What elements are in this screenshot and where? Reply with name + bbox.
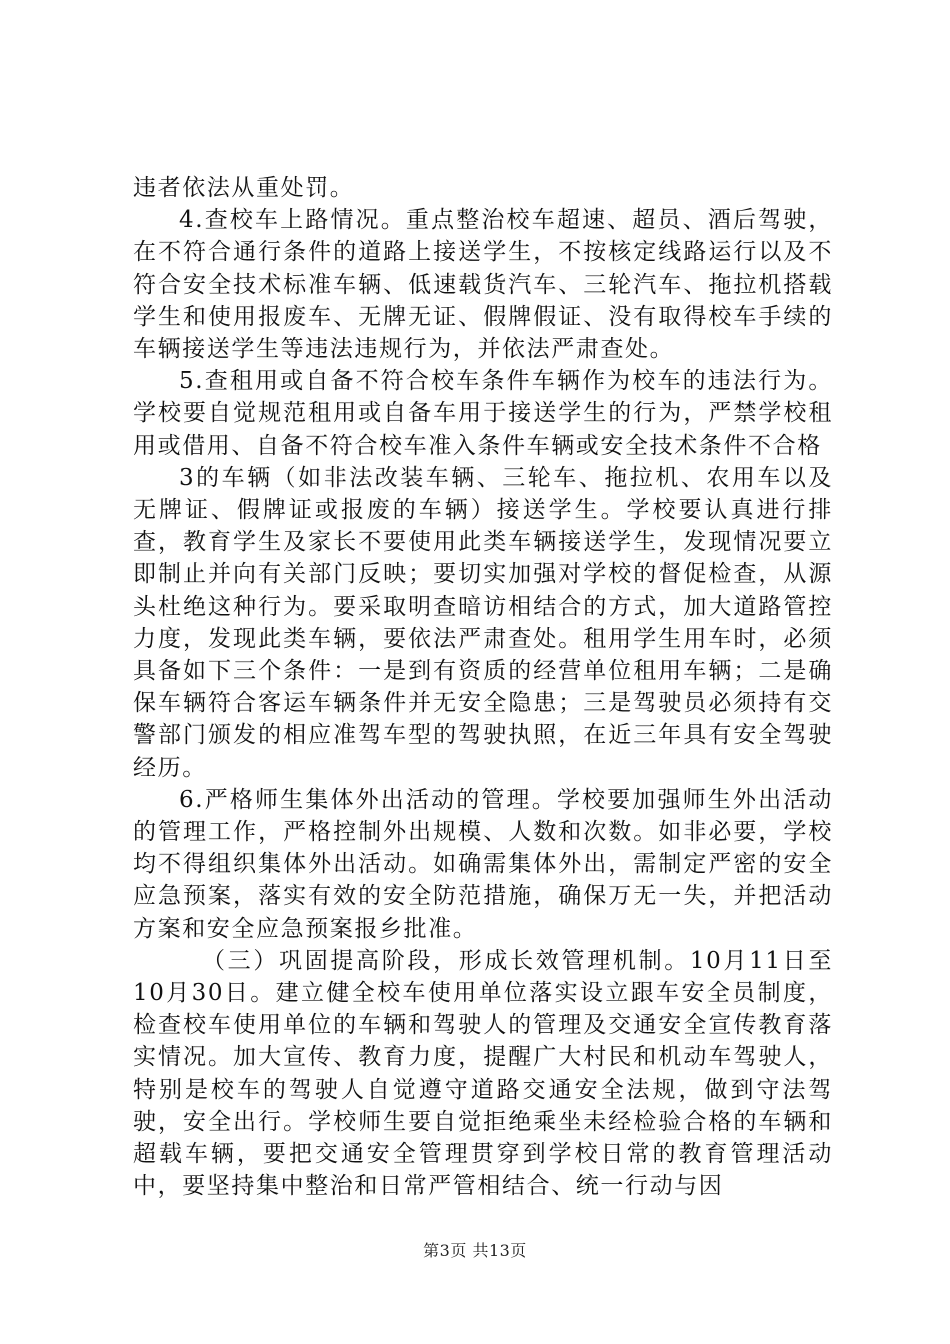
paragraph-item-6: 6.严格师生集体外出活动的管理。学校要加强师生外出活动的管理工作，严格控制外出规模、人数和次数。如非必要，学校均不得组织集体外出活动。如确需集体外出，需制定严密的安全应急预案，落实有效的安全防范措施，确保万无一失，并把活动方案和安全应急预案报乡批准。 [133,786,833,942]
paragraph-item-4: 4.查校车上路情况。重点整治校车超速、超员、酒后驾驶，在不符合通行条件的道路上接送学生，不按核定线路运行以及不符合安全技术标准车辆、低速载货汽车、三轮汽车、拖拉机搭载学生和使用报废车、无牌无证、假牌假证、没有取得校车手续的车辆接送学生等违法违规行为，并依法严肃查处。 [133,207,833,363]
paragraph-continuation: 违者依法从重处罚。 [133,175,355,201]
paragraph-item-5: 5.查租用或自备不符合校车条件车辆作为校车的违法行为。学校要自觉规范租用或自备车用于接送学生的行为，严禁学校租用或借用、自备不符合校车准入条件车辆或安全技术条件不合格 [133,368,833,459]
page-footer: 第3页 共13页 [423,1241,527,1260]
paragraph-section-3: （三）巩固提高阶段，形成长效管理机制。10月11日至10月30日。建立健全校车使用单位落实设立跟车安全员制度，检查校车使用单位的车辆和驾驶人的管理及交通安全宣传教育落实情况。加大宣传、教育力度，提醒广大村民和机动车驾驶人，特别是校车的驾驶人自觉遵守道路交通安全法规，做到守法驾驶，安全出行。学校师生要自觉拒绝乘坐未经检验合格的车辆和超载车辆，要把交通安全管理贯穿到学校日常的教育管理活动中，要坚持集中整治和日常严管相结合、统一行动与因 [133,947,833,1200]
paragraph-item-5-continued: 3的车辆（如非法改装车辆、三轮车、拖拉机、农用车以及无牌证、假牌证或报废的车辆）接送学生。学校要认真进行排查，教育学生及家长不要使用此类车辆接送学生，发现情况要立即制止并向有关部门反映；要切实加强对学校的督促检查，从源头杜绝这种行为。要采取明查暗访相结合的方式，加大道路管控力度，发现此类车辆，要依法严肃查处。租用学生用车时，必须具备如下三个条件：一是到有资质的经营单位租用车辆；二是确保车辆符合客运车辆条件并无安全隐患；三是驾驶员必须持有交警部门颁发的相应准驾车型的驾驶执照，在近三年具有安全驾驶经历。 [133,464,833,781]
document-body [133,172,833,1203]
